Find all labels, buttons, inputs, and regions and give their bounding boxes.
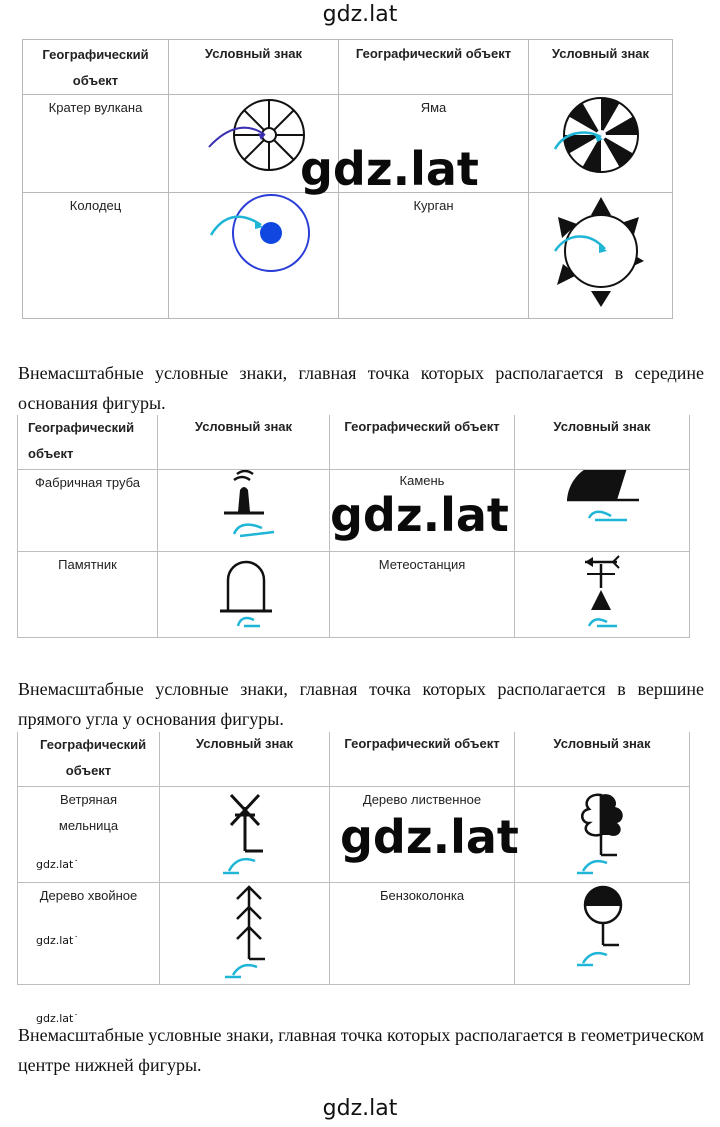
header-symbol: Условный знак <box>515 415 690 469</box>
watermark-2: gdz.lat <box>330 488 509 542</box>
object-label: Колодец <box>23 193 169 319</box>
table-header-row <box>18 732 690 786</box>
header-symbol: Условный знак <box>515 732 690 786</box>
watermark-small: gdz.lat˙ <box>36 934 79 947</box>
coniferous-tree-symbol <box>160 882 330 984</box>
object-label: Дерево хвойное <box>18 882 160 984</box>
table-row <box>18 882 690 984</box>
object-label: Кратер вулкана <box>23 95 169 193</box>
watermark-1: gdz.lat <box>300 142 479 196</box>
object-label: Фабричная труба <box>18 469 158 551</box>
header-geo-object: Географический объект <box>23 40 169 95</box>
weather-station-symbol <box>515 551 690 637</box>
windmill-symbol <box>160 786 330 882</box>
object-label: Памятник <box>18 551 158 637</box>
header-symbol: Условный знак <box>160 732 330 786</box>
stone-symbol <box>515 469 690 551</box>
table-header-row <box>18 415 690 469</box>
monument-symbol <box>158 551 330 637</box>
deciduous-tree-symbol <box>515 786 690 882</box>
watermark-small: gdz.lat˙ <box>36 1012 79 1025</box>
header-geo-object: Географический объект <box>330 415 515 469</box>
site-header: gdz.lat <box>322 2 398 27</box>
header-symbol: Условный знак <box>529 40 673 95</box>
object-label: Ветряная мельница <box>18 786 160 882</box>
barrow-symbol <box>529 193 673 319</box>
paragraph-2: Внемасштабные условные знаки, главная точка которых располагается в вершине прямого угла у основания фигуры. <box>18 679 704 729</box>
object-label: Метеостанция <box>330 551 515 637</box>
table-header-row <box>23 40 673 95</box>
header-geo-object: Географический объект <box>18 415 158 469</box>
paragraph-3: Внемасштабные условные знаки, главная точка которых располагается в геометрическом центре нижней фигуры. <box>18 1025 704 1075</box>
object-label: Бензоколонка <box>330 882 515 984</box>
pit-symbol <box>529 95 673 193</box>
table-row <box>23 193 673 319</box>
table-row <box>18 551 690 637</box>
paragraph-1: Внемасштабные условные знаки, главная точка которых располагается в середине основания фигуры. <box>18 363 704 413</box>
header-symbol: Условный знак <box>158 415 330 469</box>
object-label: Камень <box>330 469 515 551</box>
factory-chimney-symbol <box>158 469 330 551</box>
header-geo-object: Географический объект <box>330 732 515 786</box>
watermark-small: gdz.lat˙ <box>36 858 79 871</box>
object-label: Яма <box>339 95 529 193</box>
gas-station-symbol <box>515 882 690 984</box>
header-geo-object: Географический объект <box>18 732 160 786</box>
object-label: Курган <box>339 193 529 319</box>
header-symbol: Условный знак <box>169 40 339 95</box>
object-label: Дерево лиственное <box>330 786 515 882</box>
watermark-3: gdz.lat <box>340 810 519 864</box>
well-symbol <box>169 193 339 319</box>
header-geo-object: Географический объект <box>339 40 529 95</box>
site-footer: gdz.lat <box>322 1096 398 1121</box>
